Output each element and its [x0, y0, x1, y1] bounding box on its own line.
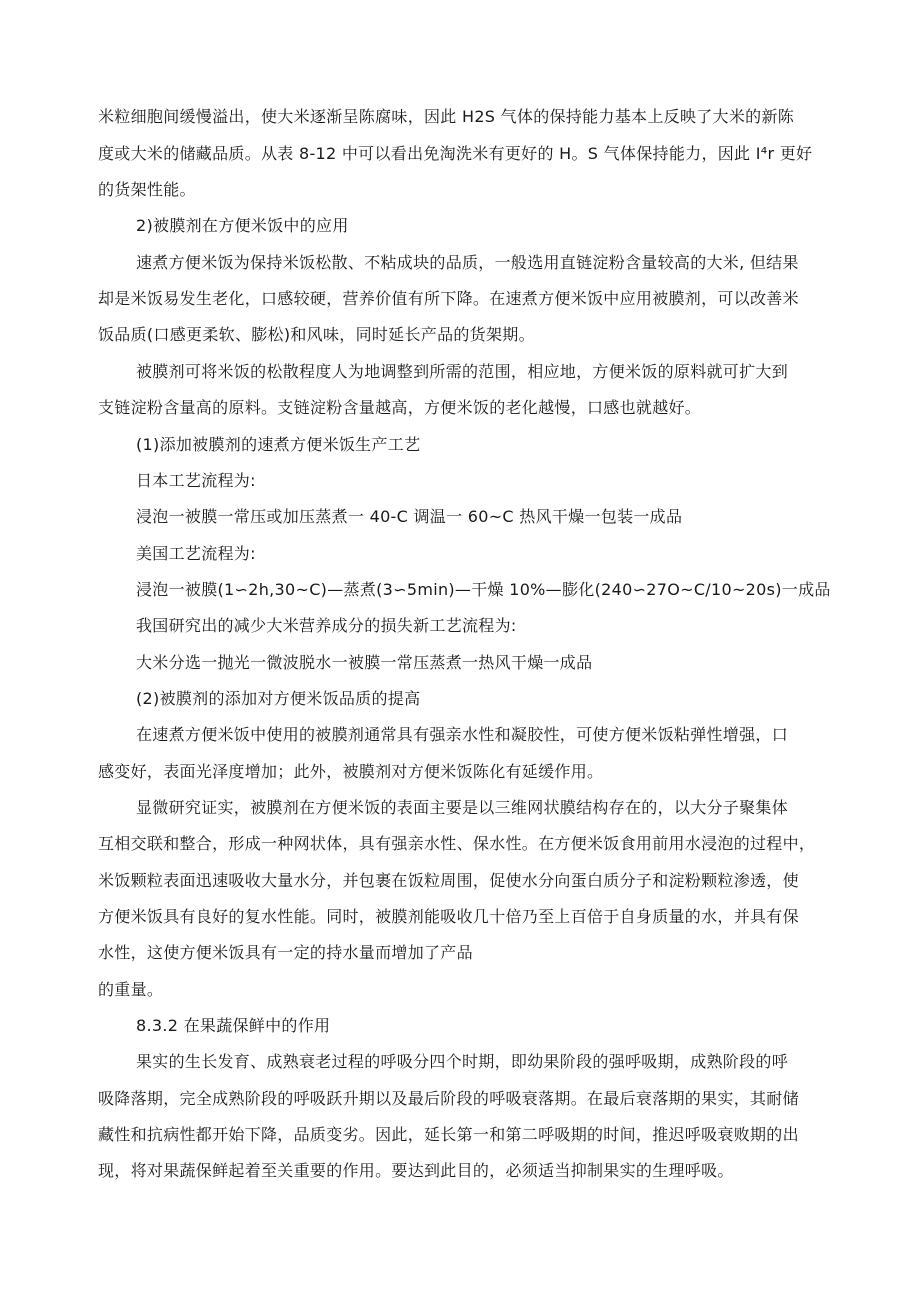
paragraph-line: 显微研究证实，被膜剂在方便米饭的表面主要是以三维网状膜结构存在的，以大分子聚集体 — [136, 798, 789, 817]
paragraph-line: 我国研究出的减少大米营养成分的损失新工艺流程为: — [136, 616, 517, 635]
paragraph-line: 方便米饭具有良好的复水性能。同时，被膜剂能吸收几十倍乃至上百倍于自身质量的水，并具有保 — [98, 907, 799, 926]
paragraph-line: 藏性和抗病性都开始下降，品质变劣。因此，延长第一和第二呼吸期的时间，推迟呼吸衰败期的出 — [98, 1125, 799, 1144]
paragraph-line: 果实的生长发育、成熟衰老过程的呼吸分四个时期，即幼果阶段的强呼吸期，成熟阶段的呼 — [136, 1052, 789, 1071]
paragraph-line: 吸降落期，完全成熟阶段的呼吸跃升期以及最后阶段的呼吸衰落期。在最后衰落期的果实，其耐储 — [98, 1089, 799, 1108]
paragraph-line: 饭品质(口感更柔软、膨松)和风味，同时延长产品的货架期。 — [98, 325, 535, 344]
subsection-heading: (1)添加被膜剂的速煮方便米饭生产工艺 — [136, 435, 421, 454]
paragraph-line: 米饭颗粒表面迅速吸收大量水分，并包裹在饭粒周围，促使水分向蛋白质分子和淀粉颗粒渗透，使 — [98, 871, 799, 890]
section-heading: 8.3.2 在果蔬保鲜中的作用 — [136, 1016, 331, 1035]
paragraph-line: 的重量。 — [98, 980, 164, 999]
paragraph-line: 却是米饭易发生老化，口感较硬，营养价值有所下降。在速煮方便米饭中应用被膜剂，可以改善米 — [98, 289, 799, 308]
subsection-heading: (2)被膜剂的添加对方便米饭品质的提高 — [136, 689, 421, 708]
paragraph-line: 支链淀粉含量高的原料。支链淀粉含量越高，方便米饭的老化越慢，口感也就越好。 — [98, 398, 702, 417]
paragraph-line: 米粒细胞间缓慢溢出，使大米逐渐呈陈腐味，因此 H2S 气体的保持能力基本上反映了大米的新陈 — [98, 107, 795, 126]
paragraph-line: 度或大米的储藏品质。从表 8-12 中可以看出免淘洗米有更好的 H。S 气体保持能力，因此 I⁴r 更好 — [98, 144, 813, 163]
paragraph-line: 的货架性能。 — [98, 180, 196, 199]
process-flow-line: 浸泡一被膜一常压或加压蒸煮一 40-C 调温一 60~C 热风干燥一包装一成品 — [136, 507, 683, 526]
paragraph-line: 现，将对果蔬保鲜起着至关重要的作用。要达到此目的，必须适当抑制果实的生理呼吸。 — [98, 1161, 734, 1180]
paragraph-line: 互相交联和整合，形成一种网状体，具有强亲水性、保水性。在方便米饭食用前用水浸泡的过程中， — [98, 834, 816, 853]
paragraph-line: 被膜剂可将米饭的松散程度人为地调整到所需的范围，相应地，方便米饭的原料就可扩大到 — [136, 362, 789, 381]
paragraph-line: 在速煮方便米饭中使用的被膜剂通常具有强亲水性和凝胶性，可使方便米饭粘弹性增强，口 — [136, 725, 789, 744]
paragraph-line: 水性，这使方便米饭具有一定的持水量而增加了产品 — [98, 943, 473, 962]
section-heading: 2)被膜剂在方便米饭中的应用 — [136, 216, 349, 235]
process-flow-line: 大米分选一抛光一微波脱水一被膜一常压蒸煮一热风干燥一成品 — [136, 653, 593, 672]
process-flow-line: 浸泡一被膜(1∽2h,30~C)—蒸煮(3∽5min)—干燥 10%—膨化(240∽27O~C/10~20s)一成品 — [136, 580, 831, 599]
paragraph-line: 日本工艺流程为: — [136, 471, 256, 490]
paragraph-line: 美国工艺流程为: — [136, 544, 256, 563]
paragraph-line: 速煮方便米饭为保持米饭松散、不粘成块的品质，一般选用直链淀粉含量较高的大米, 但结果 — [136, 253, 799, 272]
paragraph-line: 感变好，表面光泽度增加；此外，被膜剂对方便米饭陈化有延缓作用。 — [98, 762, 604, 781]
